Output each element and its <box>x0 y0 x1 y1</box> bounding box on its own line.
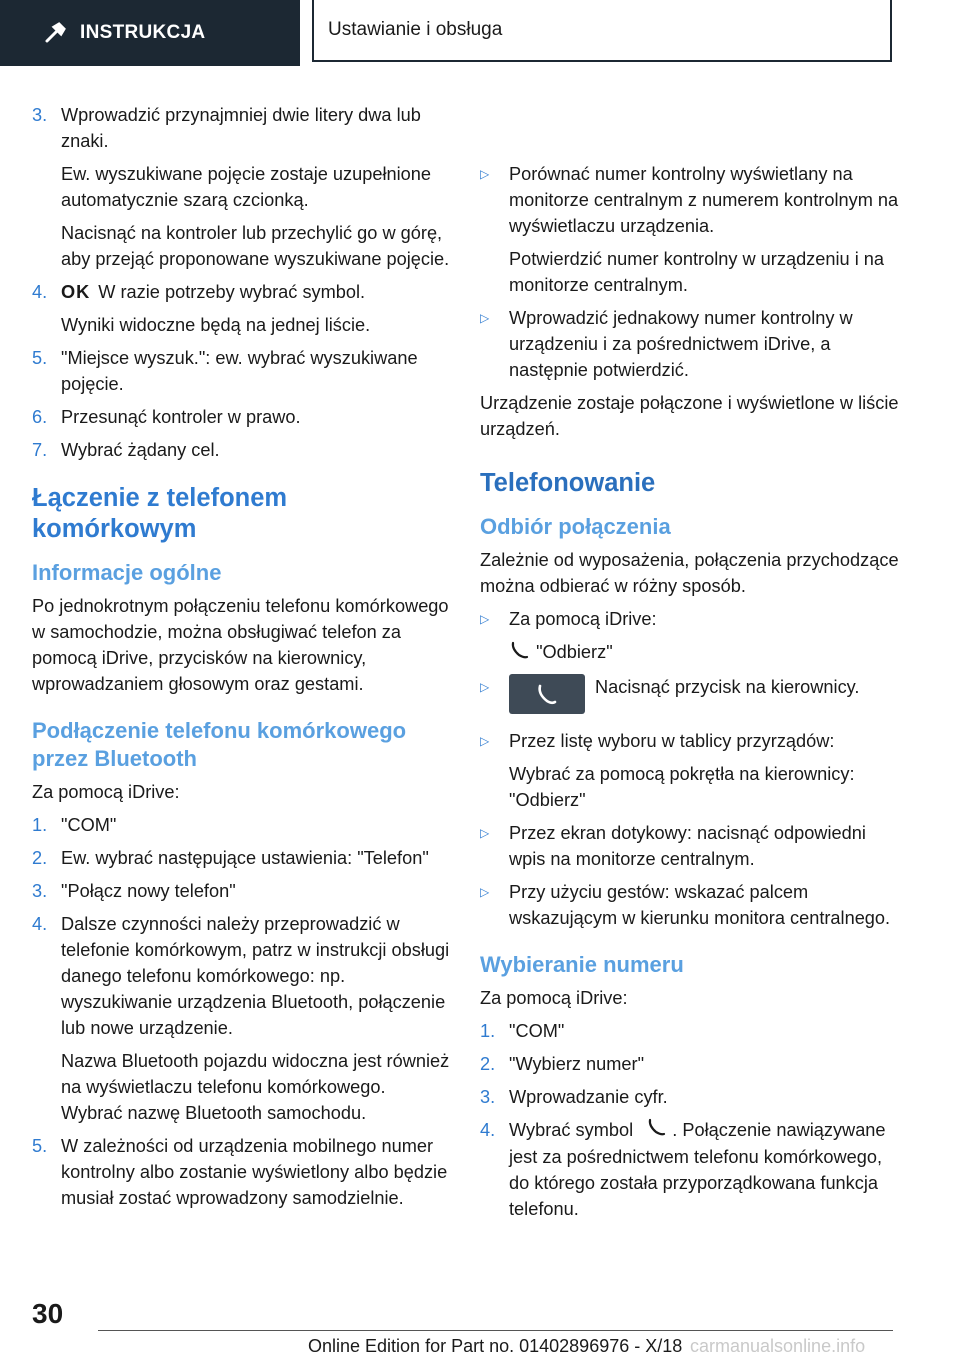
heading-receive-call: Odbiór połączenia <box>480 514 671 539</box>
step-text: Ew. wyszukiwane pojęcie zostaje uzupełnione automatycznie szarą czcionką. <box>61 164 432 210</box>
step-number: 2. <box>480 1053 496 1074</box>
step-number: 6. <box>32 407 48 427</box>
step-text: W zależności od urządzenia mobilnego numer kontrolny albo zostanie wyświetlony albo będzie musiał zostać wprowadzony samodzielnie. <box>61 1136 448 1208</box>
bullet-item <box>480 606 900 667</box>
heading-general-info: Informacje ogólne <box>32 560 222 585</box>
list-item <box>480 1084 900 1110</box>
bullet-marker: ▷ <box>480 311 490 325</box>
step-text: "Połącz nowy telefon" <box>61 881 236 901</box>
edition-text: Online Edition for Part no. 01402896976 - X/18 <box>308 1336 683 1356</box>
bluetooth-intro: Za pomocą iDrive: <box>32 782 180 802</box>
step-number: 5. <box>32 1136 48 1156</box>
bullet-text: Nacisnąć przycisk na kierownicy. <box>595 676 860 697</box>
watermark: carmanualsonline.info <box>690 1336 866 1356</box>
list-item <box>480 1117 900 1223</box>
bullet-item <box>480 161 900 298</box>
bullet-text: Wprowadzić jednakowy numer kontrolny w urządzeniu i za pośrednictwem iDrive, a następnie potwierdzić. <box>509 308 853 380</box>
list-item <box>32 404 450 430</box>
step-number: 3. <box>32 881 48 901</box>
step-text: W razie potrzeby wybrać symbol. <box>98 282 366 302</box>
step-text: Dalsze czynności należy przeprowadzić w telefonie komórkowym, patrz w instrukcji obsługi danego telefonu komórkowego: np. wyszukiwanie urządzenia Bluetooth, połączenie lub nowe urządzenie. <box>61 914 450 1038</box>
list-item <box>32 845 450 871</box>
step-text: Wprowadzanie cyfr. <box>509 1086 668 1107</box>
page-number: 30 <box>32 1298 64 1329</box>
step-number: 5. <box>32 348 48 368</box>
footer-divider <box>98 1330 893 1331</box>
heading-bluetooth: Podłączenie telefonu komórkowego przez Bluetooth <box>32 718 407 771</box>
step-text: Ew. wybrać następujące ustawienia: "Telefon" <box>61 848 429 868</box>
ok-icon: OK <box>61 282 91 302</box>
handset-icon <box>509 640 531 667</box>
list-item <box>32 911 450 1126</box>
step-text: "COM" <box>509 1020 565 1041</box>
heading-dial-number: Wybieranie numeru <box>480 951 684 977</box>
step-number: 1. <box>32 815 48 835</box>
bullet-text: "Odbierz" <box>536 642 613 662</box>
bullet-marker: ▷ <box>480 733 490 748</box>
step-number: 7. <box>32 440 48 460</box>
general-paragraph: Po jednokrotnym połączeniu telefonu komórkowego w samochodzie, można obsługiwać telefon za pomocą iDrive, przycisków na kierownicy, wprowadzaniem głosowym oraz gestami. <box>32 596 449 694</box>
left-column <box>32 102 450 1211</box>
step-text: Wyniki widoczne będą na jednej liście. <box>61 315 371 335</box>
bullet-item <box>480 728 900 813</box>
step-number: 4. <box>480 1119 496 1140</box>
header-bar <box>0 0 960 66</box>
bullet-item <box>480 305 900 383</box>
bullet-marker: ▷ <box>480 167 490 181</box>
manual-tab-label: INSTRUKCJA <box>80 22 206 43</box>
heading-connect-phone: Łączenie z telefonem komórkowym <box>32 484 288 543</box>
section-tab[interactable] <box>312 0 892 62</box>
step-number: 1. <box>480 1020 496 1041</box>
list-item <box>480 1018 900 1044</box>
step-text: Wybrać żądany cel. <box>61 440 220 460</box>
handset-icon <box>638 1117 672 1144</box>
right-column <box>480 102 900 1222</box>
list-item <box>32 279 450 338</box>
bullet-item <box>480 879 900 931</box>
step-text: "Wybierz numer" <box>509 1053 645 1074</box>
list-item <box>32 812 450 838</box>
bullet-text: Za pomocą iDrive: <box>509 609 657 629</box>
step-text: "COM" <box>61 815 117 835</box>
bullet-marker: ▷ <box>480 884 490 899</box>
bullet-item <box>480 820 900 872</box>
bullet-text: Potwierdzić numer kontrolny w urządzeniu i na monitorze centralnym. <box>509 249 885 295</box>
step-number: 2. <box>32 848 48 868</box>
list-item <box>480 1051 900 1077</box>
heading-telephoning: Telefonowanie <box>480 469 656 497</box>
step-text: Nacisnąć na kontroler lub przechylić go w górę, aby przejąć proponowane wyszukiwane pojęcie. <box>61 223 450 269</box>
step-text: Nazwa Bluetooth pojazdu widoczna jest również na wyświetlaczu telefonu komórkowego. Wybrać nazwę Bluetooth samochodu. <box>61 1051 450 1123</box>
receive-paragraph: Zależnie od wyposażenia, połączenia przychodzące można odbierać w różny sposób. <box>480 550 899 596</box>
steering-phone-button-icon <box>509 674 585 714</box>
list-item <box>32 1133 450 1211</box>
bullet-text: Wybrać za pomocą pokrętła na kierownicy: "Odbierz" <box>509 763 855 810</box>
step-text: "Miejsce wyszuk.": ew. wybrać wyszukiwane pojęcie. <box>61 348 418 394</box>
list-item <box>32 102 450 272</box>
step-number: 4. <box>32 914 48 934</box>
list-item <box>32 345 450 397</box>
step-number: 3. <box>480 1086 496 1107</box>
wrench-icon <box>44 22 66 44</box>
list-item <box>32 878 450 904</box>
list-item <box>32 437 450 463</box>
section-tab-label: Ustawianie i obsługa <box>328 19 503 40</box>
step-text: Wprowadzić przynajmniej dwie litery dwa lub znaki. <box>61 105 421 151</box>
bullet-text: Przez listę wyboru w tablicy przyrządów: <box>509 730 835 751</box>
bullet-text: Przy użyciu gestów: wskazać palcem wskazującym w kierunku monitora centralnego. <box>509 881 891 928</box>
manual-tab[interactable] <box>0 0 300 66</box>
step-number: 3. <box>32 105 48 125</box>
step-text: Wybrać symbol <box>509 1119 634 1140</box>
step-text: Przesunąć kontroler w prawo. <box>61 407 301 427</box>
step-text: . Połączenie nawiązywane jest za pośrednictwem telefonu komórkowego, do którego została przyporządkowana funkcja telefonu. <box>509 1119 886 1220</box>
connected-paragraph: Urządzenie zostaje połączone i wyświetlone w liście urządzeń. <box>480 393 899 439</box>
bullet-marker: ▷ <box>480 825 490 840</box>
bullet-marker: ▷ <box>480 612 490 626</box>
dial-intro: Za pomocą iDrive: <box>480 987 628 1008</box>
bullet-text: Porównać numer kontrolny wyświetlany na monitorze centralnym z numerem kontrolnym na wyświetlaczu urządzenia. <box>509 164 899 236</box>
bullet-item <box>480 674 900 714</box>
bullet-marker: ▷ <box>480 679 490 694</box>
bullet-text: Przez ekran dotykowy: nacisnąć odpowiedni wpis na monitorze centralnym. <box>509 822 866 869</box>
step-number: 4. <box>32 282 48 302</box>
